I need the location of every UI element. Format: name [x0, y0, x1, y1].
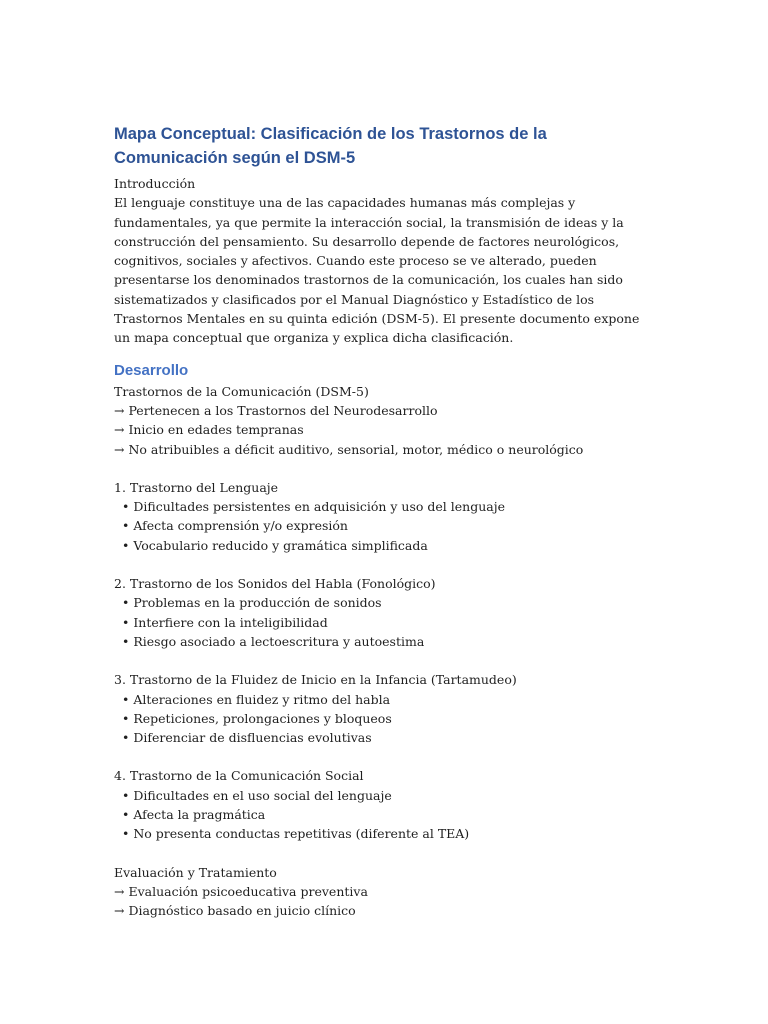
- disorder-item: • Riesgo asociado a lectoescritura y autoestima: [122, 633, 425, 649]
- main-point: → Inicio en edades tempranas: [114, 422, 304, 438]
- disorder-heading: 1. Trastorno del Lenguaje: [114, 479, 279, 495]
- disorder-item: • Problemas en la producción de sonidos: [122, 595, 382, 611]
- section-heading-desarrollo: Desarrollo: [114, 361, 189, 379]
- intro-label: Introducción: [114, 176, 196, 191]
- disorder-item: • Interfiere con la inteligibilidad: [122, 614, 328, 630]
- disorder-heading: 4. Trastorno de la Comunicación Social: [114, 768, 364, 784]
- intro-paragraph: El lenguaje constituye una de las capacidades humanas más complejas y fundamentales, ya que permite la interacción social, la transmisión de ideas y la construcción del pensamiento. Su desarrollo depende de factores neurológicos, cognitivos, sociales y afectivos. Cuando este proceso se ve alterado, pueden presentarse los denominados trastornos de la comunicación, los cuales han sido sistematizados y clasificados por el Manual Diagnóstico y Estadístico de los Trastornos Mentales en su quinta edición (DSM-5). El presente documento expone un mapa conceptual que organiza y explica dicha clasificación.: [114, 195, 640, 346]
- disorder-heading: 2. Trastorno de los Sonidos del Habla (Fonológico): [114, 576, 436, 592]
- disorder-item: • Dificultades en el uso social del lenguaje: [122, 787, 392, 803]
- evaluation-block: [114, 863, 659, 921]
- evaluation-item: → Diagnóstico basado en juicio clínico: [114, 903, 356, 919]
- disorder-item: • Afecta la pragmática: [122, 807, 266, 823]
- main-point: → Pertenecen a los Trastornos del Neurodesarrollo: [114, 402, 438, 418]
- disorder-item: • Afecta comprensión y/o expresión: [122, 518, 348, 534]
- disorder-item: • Dificultades persistentes en adquisición y uso del lenguaje: [122, 499, 505, 515]
- disorder-item: • No presenta conductas repetitivas (diferente al TEA): [122, 826, 470, 842]
- evaluation-heading: Evaluación y Tratamiento: [114, 864, 277, 880]
- disorder-block-speech-sounds: [114, 574, 659, 651]
- disorder-item: • Vocabulario reducido y gramática simplificada: [122, 537, 428, 553]
- disorder-item: • Diferenciar de disfluencias evolutivas: [122, 730, 372, 746]
- disorder-block-fluency: [114, 670, 659, 747]
- document-title: Mapa Conceptual: Clasificación de los Trastornos de la Comunicación según el DSM-5: [114, 125, 547, 167]
- disorder-block-social-communication: [114, 766, 659, 843]
- document-body: [114, 122, 659, 921]
- main-point: → No atribuibles a déficit auditivo, sensorial, motor, médico o neurológico: [114, 441, 584, 457]
- disorder-item: • Alteraciones en fluidez y ritmo del habla: [122, 691, 391, 707]
- disorder-heading: 3. Trastorno de la Fluidez de Inicio en la Infancia (Tartamudeo): [114, 672, 517, 688]
- main-topic: Trastornos de la Comunicación (DSM-5): [114, 383, 369, 399]
- disorder-block-language: [114, 478, 659, 555]
- evaluation-item: → Evaluación psicoeducativa preventiva: [114, 883, 368, 899]
- disorder-item: • Repeticiones, prolongaciones y bloqueos: [122, 710, 392, 726]
